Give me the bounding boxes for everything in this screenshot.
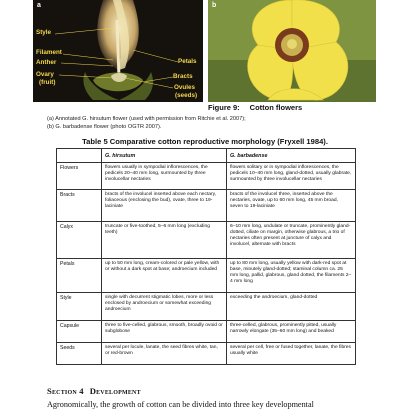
photo-barbadense-flower [208, 0, 376, 102]
header-feature [57, 149, 102, 163]
header-hirsutum: G. hirsutum [102, 149, 227, 163]
label-anther: Anther [36, 59, 57, 66]
table-row [57, 163, 356, 190]
flower-illustration-b [208, 0, 376, 102]
cell-feature: Petals [57, 259, 102, 293]
cell-hirsutum: several per locule, lanate, the seed fibres white, tan, or red-brown [102, 343, 227, 365]
section-body-text: Agronomically, the growth of cotton can be divided into three key developmental [47, 400, 314, 409]
figure-caption [208, 103, 302, 112]
cell-hirsutum: three to five-celled, glabrous, smooth, broadly ovoid or subglobose [102, 321, 227, 343]
figure-title: Cotton flowers [249, 103, 303, 112]
section-number: Section 4 [47, 386, 84, 396]
cell-hirsutum: bracts of the involucel inserted above each nectary, foliaceous (enclosing the bud), ovate, three to 19-laciniate [102, 190, 227, 222]
cell-hirsutum: truncate or five-toothed, 5–6 mm long (excluding teeth) [102, 222, 227, 259]
photo-hirsutum-flower [33, 0, 203, 102]
label-ovules: Ovules [174, 84, 195, 91]
label-bracts: Bracts [173, 73, 193, 80]
cell-barbadense: flowers solitary or in sympodial inflorescences, the pedicels 10–40 mm long, gland-dotted, usually glabrate, surmounted by three involucellar nectaries [227, 163, 356, 190]
photo-tag-a: a [37, 2, 41, 9]
cell-feature: Flowers [57, 163, 102, 190]
cell-hirsutum: single with decurrent stigmatic lobes, more or less enclosed by androecium or somewhat exceeding androecium [102, 293, 227, 321]
label-style: Style [36, 29, 52, 36]
table-row [57, 222, 356, 259]
section-heading [47, 386, 141, 396]
cell-feature: Style [57, 293, 102, 321]
figure-note-a: (a) Annotated G. hirsutum flower (used with permission from Ritchie et al. 2007); [47, 116, 246, 122]
label-seeds: (seeds) [175, 92, 198, 99]
table-row [57, 293, 356, 321]
cell-hirsutum: flowers usually in sympodial inflorescences, the pedicels 20–40 mm long, surmounted by three involucellar nectaries [102, 163, 227, 190]
cell-barbadense: up to 80 mm long, usually yellow with dark-red spot at base, minutely gland-dotted; staminal column ca. 25 mm long, pallid, glabrous, gland dotted, the filaments 2–4 mm long [227, 259, 356, 293]
figure-note-b: (b) G. barbadense flower (photo OGTR 2007). [47, 124, 162, 130]
cell-feature: Capsule [57, 321, 102, 343]
label-filament: Filament [36, 49, 62, 56]
cell-hirsutum: up to 50 mm long, cream-colored or pale yellow, with or without a dark spot at base; androecium included [102, 259, 227, 293]
cell-feature: Seeds [57, 343, 102, 365]
cell-barbadense: several per cell, free or fused together, lanate, the fibres usually white [227, 343, 356, 365]
cell-barbadense: three-celled, glabrous, prominently pitted, usually narrowly elongate (35–60 mm long) and beaked [227, 321, 356, 343]
table-row [57, 259, 356, 293]
cell-feature: Bracts [57, 190, 102, 222]
header-barbadense: G. barbadense [227, 149, 356, 163]
cell-barbadense: bracts of the involucel three, inserted above the nectaries, ovate, up to 60 mm long, 45 mm broad, seven to 19-laciniate [227, 190, 356, 222]
label-fruit: (fruit) [39, 79, 56, 86]
table-title: Table 5 Comparative cotton reproductive morphology (Fryxell 1984). [82, 137, 328, 146]
table-row [57, 321, 356, 343]
cell-barbadense: exceeding the androecium, gland-dotted [227, 293, 356, 321]
table-row [57, 190, 356, 222]
label-ovary: Ovary [36, 71, 54, 78]
label-petals: Petals [178, 58, 197, 65]
table-row [57, 343, 356, 365]
table-header-row [57, 149, 356, 163]
photo-tag-b: b [212, 2, 217, 9]
section-title: Development [89, 386, 141, 396]
cell-barbadense: 6–10 mm long, undulate or truncate, prominently gland-dotted, ciliate on margin, otherwise glabrous, a trio of nectaries often present at juncture of calyx and involucel, alternate with bracts [227, 222, 356, 259]
morphology-table [56, 148, 356, 365]
cell-feature: Calyx [57, 222, 102, 259]
figure-number: Figure 9: [208, 103, 240, 112]
